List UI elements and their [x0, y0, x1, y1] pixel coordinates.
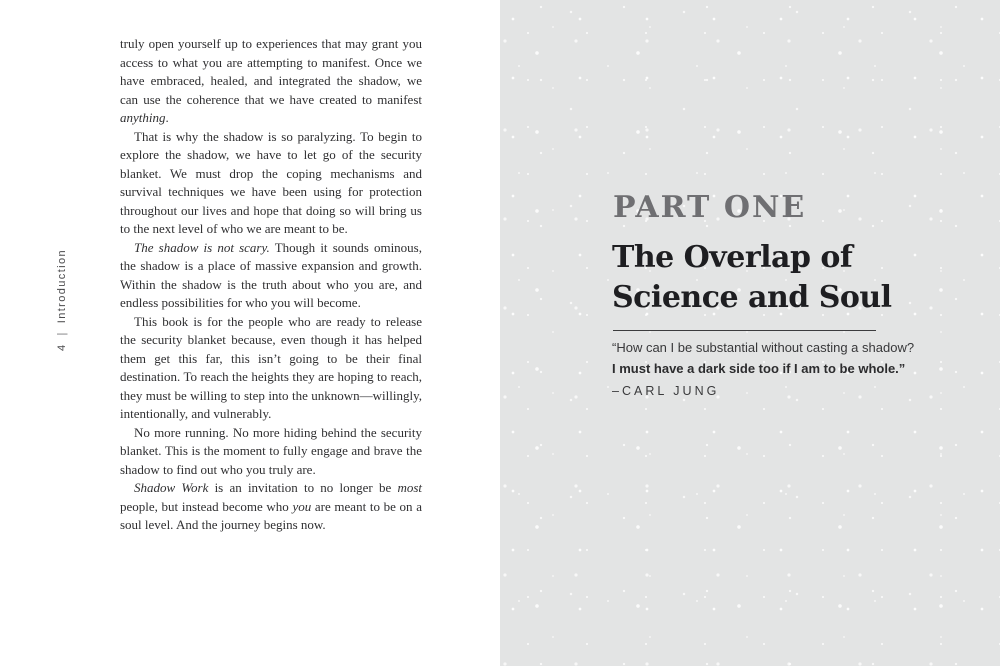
running-foot [56, 249, 68, 351]
quote-line-1: “How can I be substantial without casting a shadow? [612, 340, 915, 355]
body-paragraph [120, 479, 422, 535]
body-segment: are meant to be on a soul level. And the journey begins now. [120, 498, 422, 532]
body-segment-italic: anything [120, 110, 166, 125]
body-segment: No more running. No more hiding behind the security blanket. This is the moment to fully engage and brave the shadow to find out who you truly are. [120, 424, 422, 477]
body-paragraph [120, 35, 422, 128]
body-paragraph [120, 313, 422, 424]
part-title-line-2: Science and Soul [612, 280, 892, 315]
body-segment: people, but instead become who [120, 498, 293, 514]
body-segment: This book is for the people who are ready to release the security blanket because, even though it has helped them get this far, this isn’t going to be their final destination. To reach the heights they are hoping to reach, they must be willing to step into the unknown—willingly, intentionally, and vulnerably. [120, 313, 422, 421]
body-segment-italic: Shadow Work [134, 480, 209, 495]
body-segment-italic: The shadow is not scary. [134, 239, 270, 255]
title-rule [613, 330, 876, 331]
part-title [612, 238, 892, 318]
body-segment: . [165, 110, 169, 125]
body-segment-italic: most [397, 480, 422, 495]
quote-attribution: –CARL JUNG [612, 384, 720, 398]
quote-line-2: I must have a dark side too if I am to be whole.” [612, 361, 906, 376]
page-number: 4 [56, 343, 68, 352]
body-segment-italic: you [292, 498, 312, 514]
body-segment: truly open yourself up to experiences that may grant you access to what you are attempting to manifest. Once we have embraced, healed, and integrated the shadow, we can use the coherence that we have created to manifest [120, 36, 422, 107]
running-foot-separator: | [56, 331, 68, 336]
body-text [120, 35, 422, 535]
chapter-label: Introduction [56, 248, 68, 324]
part-label: PART ONE [613, 190, 807, 225]
part-title-line-1: The Overlap of [612, 240, 853, 275]
epigraph-quote [612, 337, 992, 402]
right-page [500, 0, 1000, 666]
body-segment: is an invitation to no longer be [208, 480, 398, 495]
body-paragraph [120, 239, 422, 313]
body-paragraph [120, 424, 422, 480]
body-segment: Though it sounds ominous, the shadow is a place of massive expansion and growth. Within the shadow is the truth about who you are, and endless possibilities for who you will become. [120, 239, 422, 310]
body-segment: That is why the shadow is so paralyzing. To begin to explore the shadow, we have to let go of the security blanket. We must drop the coping mechanisms and survival techniques we have been using for protection throughout our lives and hope that doing so will bring us to the next level of who we are meant to be. [120, 128, 422, 236]
body-paragraph [120, 128, 422, 239]
